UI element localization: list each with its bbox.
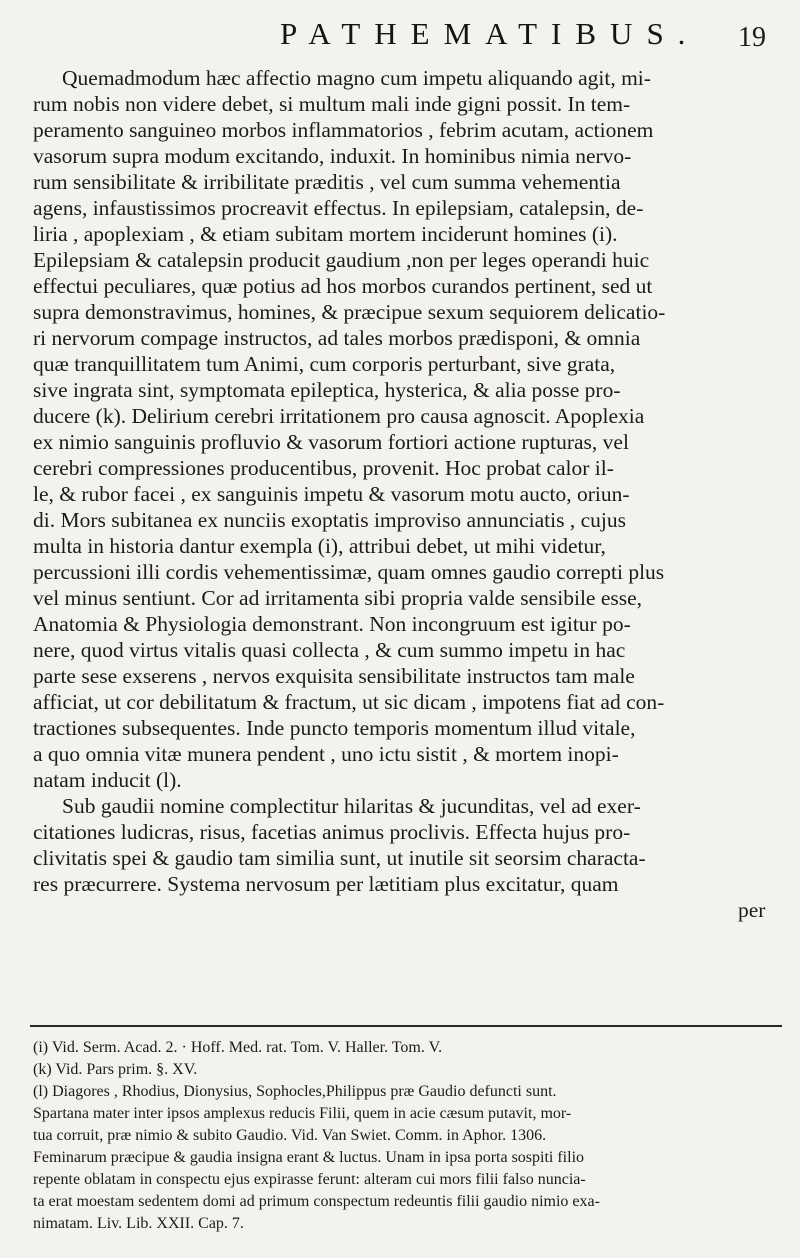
text-line: a quo omnia vitæ munera pendent , uno ictu sistit , & mortem inopi- — [33, 742, 619, 766]
footnote-line: tua corruit, præ nimio & subito Gaudio. Vid. Van Swiet. Comm. in Aphor. 1306. — [33, 1127, 547, 1144]
text-line: rum nobis non videre debet, si multum mali inde gigni possit. In tem- — [33, 92, 631, 116]
text-line: afficiat, ut cor debilitatum & fractum, ut sic dicam , impotens fiat ad con- — [33, 690, 665, 714]
text-line: quæ tranquillitatem tum Animi, cum corporis perturbant, sive grata, — [33, 352, 616, 376]
text-line: Quemadmodum hæc affectio magno cum impetu aliquando agit, mi- — [62, 66, 651, 90]
text-line: cerebri compressiones producentibus, provenit. Hoc probat calor il- — [33, 456, 614, 480]
text-line: di. Mors subitanea ex nunciis exoptatis improviso annunciatis , cujus — [33, 508, 626, 532]
text-line: clivitatis spei & gaudio tam similia sunt, ut inutile sit seorsim characta- — [33, 846, 646, 870]
text-line: vel minus sentiunt. Cor ad irritamenta sibi propria valde sensibile esse, — [33, 586, 643, 610]
text-line: ducere (k). Delirium cerebri irritationem pro causa agnoscit. Apoplexia — [33, 404, 645, 428]
text-line: tractiones subsequentes. Inde puncto temporis momentum illud vitale, — [33, 716, 636, 740]
text-line: sive ingrata sint, symptomata epileptica, hysterica, & alia posse pro- — [33, 378, 621, 402]
text-line: ri nervorum compage instructos, ad tales morbos prædisponi, & omnia — [33, 326, 641, 350]
text-line: nere, quod virtus vitalis quasi collecta , & cum summo impetu in hac — [33, 638, 626, 662]
text-line: effectui peculiares, quæ potius ad hos morbos curandos pertinent, sed ut — [33, 274, 653, 298]
footnote-line: ta erat moestam sedentem domi ad primum conspectum redeuntis filii gaudio nimio exa- — [33, 1193, 600, 1210]
text-line: parte sese exserens , nervos exquisita sensibilitate instructos tam male — [33, 664, 635, 688]
text-line: percussioni illi cordis vehementissimæ, quam omnes gaudio correpti plus — [33, 560, 665, 584]
page-number: 19 — [738, 22, 766, 53]
running-title: PATHEMATIBUS. — [280, 16, 700, 51]
text-line: liria , apoplexiam , & etiam subitam mortem inciderunt homines (i). — [33, 222, 618, 246]
footnote-line: nimatam. Liv. Lib. XXII. Cap. 7. — [33, 1215, 244, 1232]
text-line: agens, infaustissimos procreavit effectus. In epilepsiam, catalepsin, de- — [33, 196, 644, 220]
footnote-line: (l) Diagores , Rhodius, Dionysius, Sophocles,Philippus præ Gaudio defuncti sunt. — [33, 1083, 557, 1100]
text-line: Epilepsiam & catalepsin producit gaudium ,non per leges operandi huic — [33, 248, 650, 272]
text-line: Sub gaudii nomine complectitur hilaritas & jucunditas, vel ad exer- — [62, 794, 641, 818]
text-line: ex nimio sanguinis profluvio & vasorum fortiori actione rupturas, vel — [33, 430, 629, 454]
text-line: supra demonstravimus, homines, & præcipue sexum sequiorem delicatio- — [33, 300, 666, 324]
text-line: le, & rubor facei , ex sanguinis impetu & vasorum motu aucto, oriun- — [33, 482, 630, 506]
running-head — [0, 14, 800, 54]
text-line: multa in historia dantur exempla (i), attribui debet, ut mihi videtur, — [33, 534, 606, 558]
footnote-line: Feminarum præcipue & gaudia insigna erant & luctus. Unam in ipsa porta sospiti filio — [33, 1149, 585, 1166]
text-line: vasorum supra modum excitando, induxit. In hominibus nimia nervo- — [33, 144, 632, 168]
text-line: citationes ludicras, risus, facetias animus proclivis. Effecta hujus pro- — [33, 820, 631, 844]
catchword: per — [738, 898, 766, 922]
footnote-line: (k) Vid. Pars prim. §. XV. — [33, 1061, 198, 1078]
text-line: Anatomia & Physiologia demonstrant. Non incongruum est igitur po- — [33, 612, 631, 636]
footnote-line: Spartana mater inter ipsos amplexus reducis Filii, quem in acie cæsum putavit, mor- — [33, 1105, 572, 1122]
text-line: natam inducit (l). — [33, 768, 182, 792]
footnote-rule — [30, 1025, 782, 1027]
text-line: peramento sanguineo morbos inflammatorios , febrim acutam, actionem — [33, 118, 654, 142]
text-line: rum sensibilitate & irribilitate præditis , vel cum summa vehementia — [33, 170, 621, 194]
footnote-line: repente oblatam in conspectu ejus expirasse ferunt: alteram cui mors filii falso nuncia- — [33, 1171, 586, 1188]
footnote-line: (i) Vid. Serm. Acad. 2. · Hoff. Med. rat. Tom. V. Haller. Tom. V. — [33, 1039, 443, 1056]
text-line: res præcurrere. Systema nervosum per lætitiam plus excitatur, quam — [33, 872, 619, 896]
